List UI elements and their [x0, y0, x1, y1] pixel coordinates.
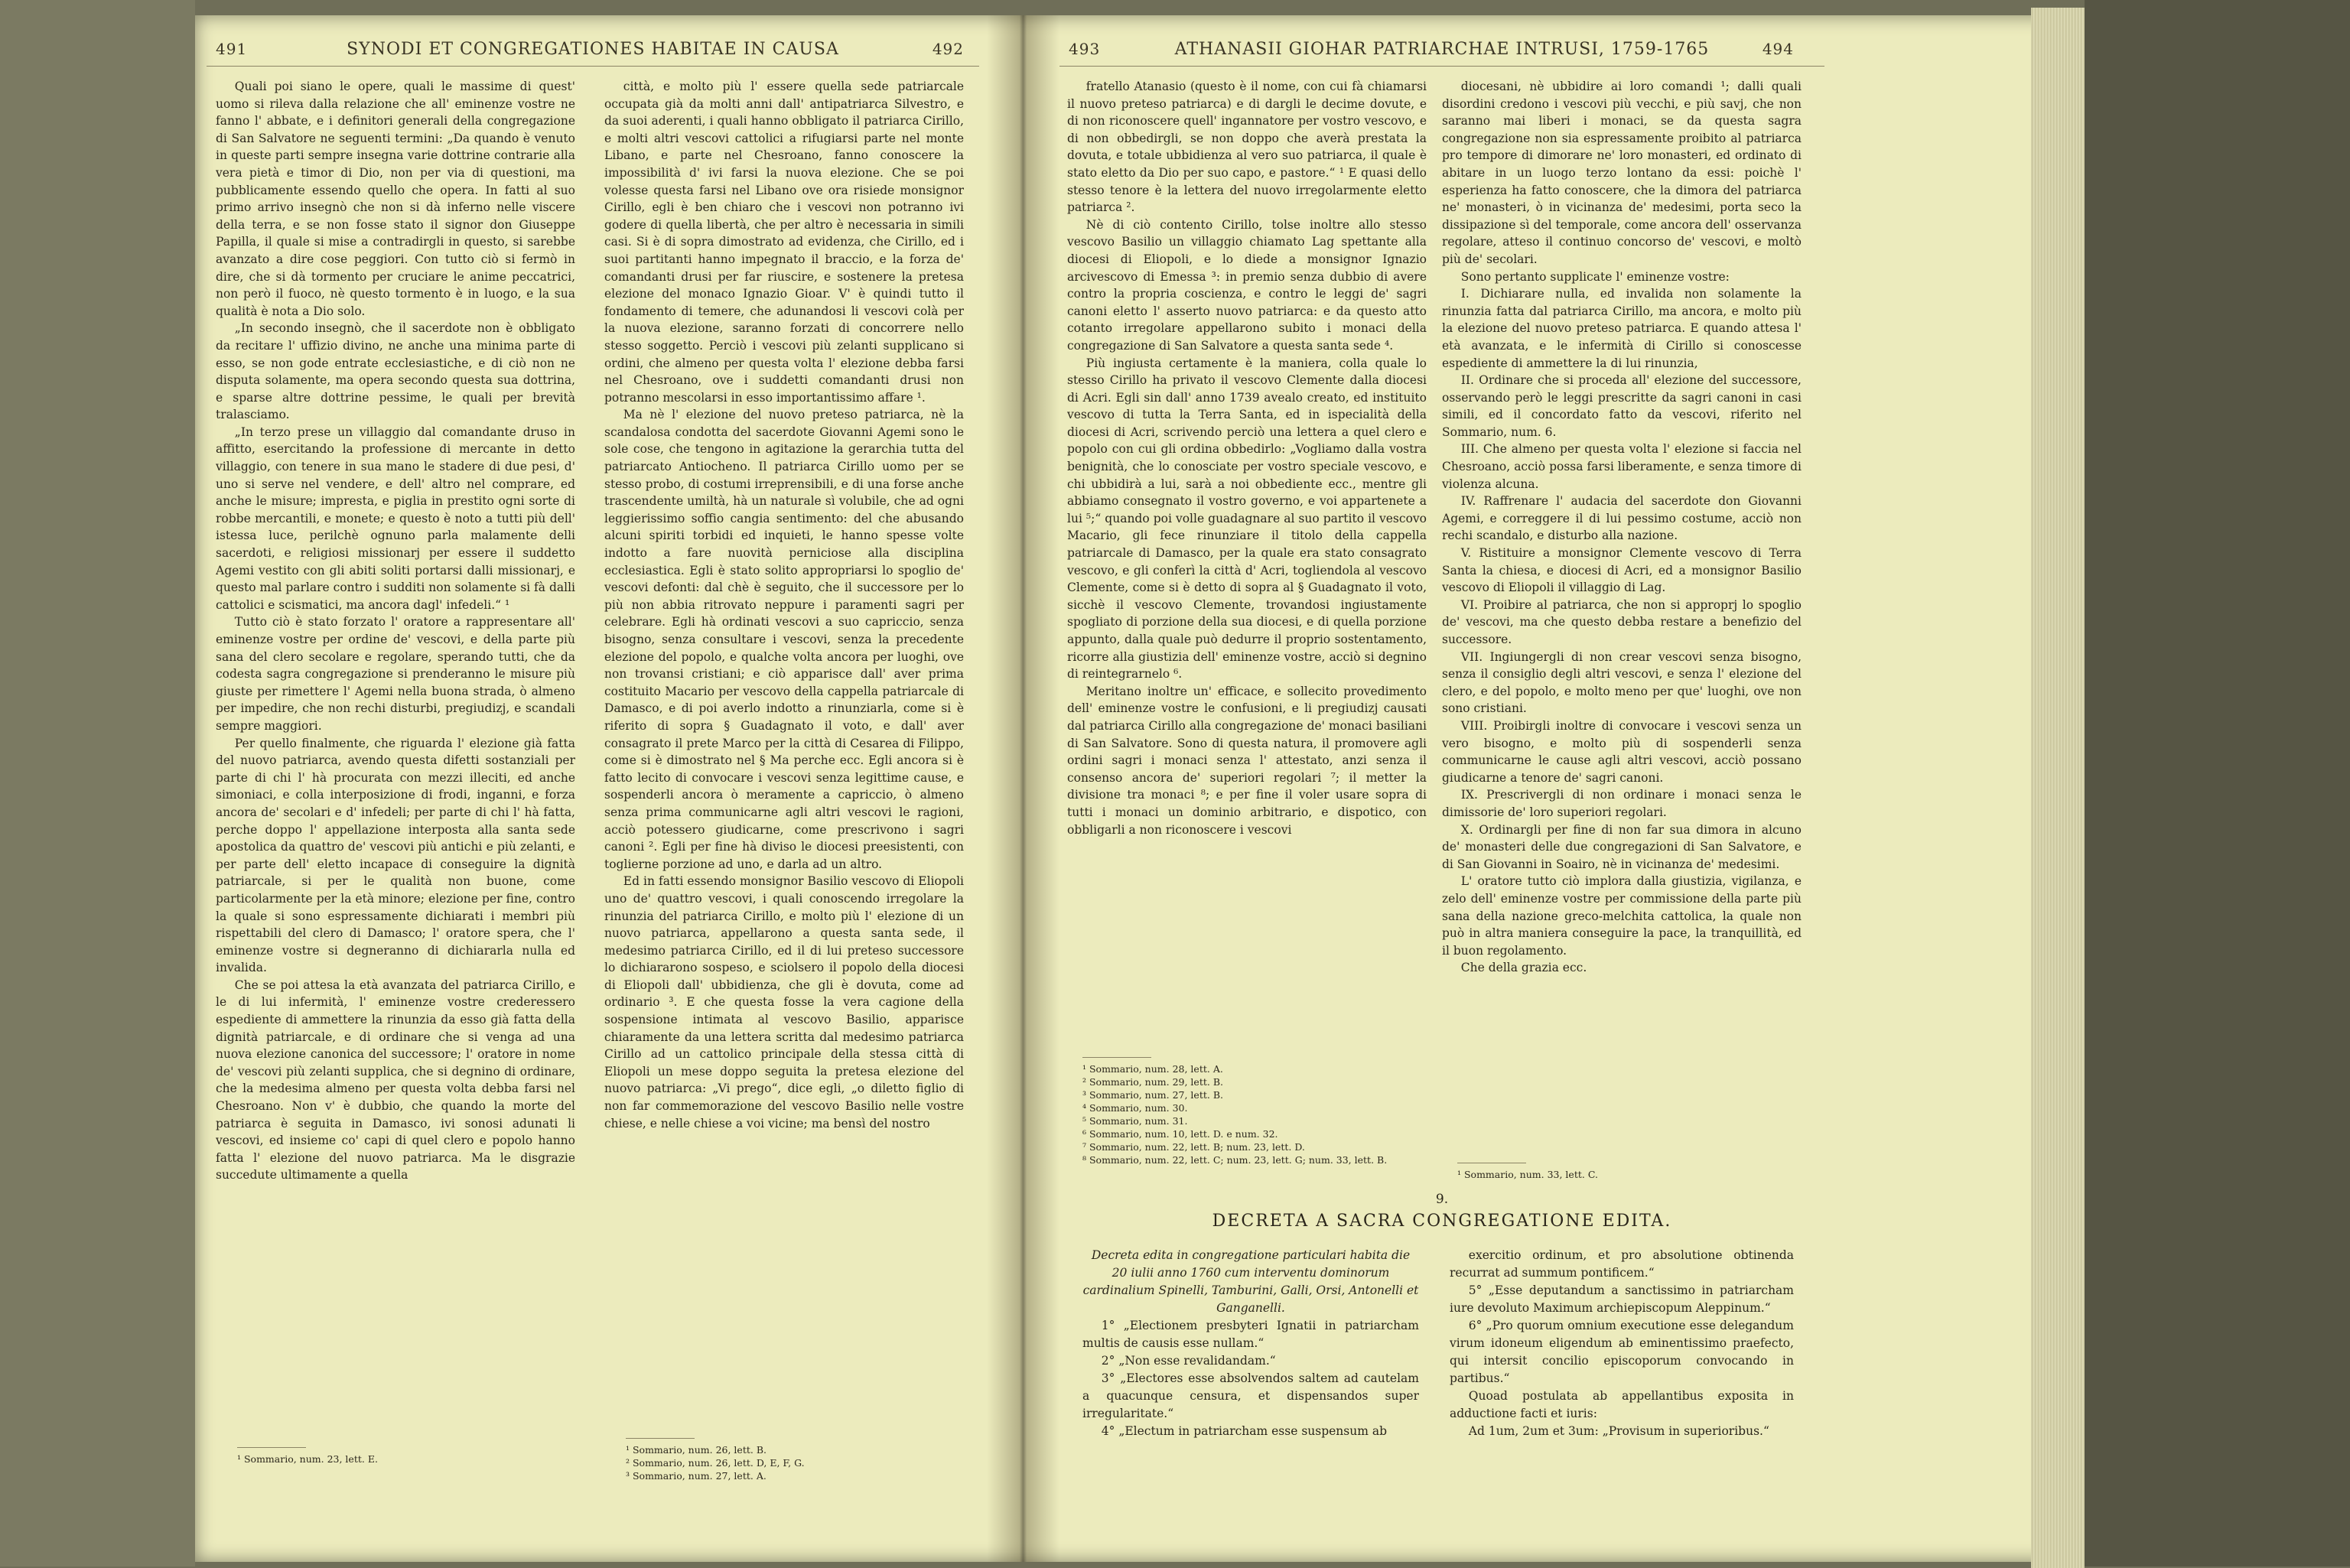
page-number: 493	[1069, 40, 1101, 58]
paragraph: Per quello finalmente, che riguarda l' elezione già fatta del nuovo patriarca, avendo questa difetti sostanziali per parte di chi l' hà procurata con mezzi illeciti, ed anche simoniaci, e colla interposizione di frodi, inganni, e forza ancora de' secolari e d' infedeli; per parte di chi l' hà fatta, perche doppo l' appellazione interposta alla santa sede apostolica da quattro de' vescovi più antichi e più zelanti, e per parte dell' eletto incapace di conseguire la dignità patriarcale, si per le qualità non buone, come particolarmente per la età minore; elezione per fine, contro la quale si sono espressamente dichiarati i membri più rispettabili del clero di Damasco; l' oratore spera, che l' eminenze vostre si degneranno di dichiararla nulla ed invalida.	[216, 736, 575, 975]
background-right	[2085, 0, 2350, 1566]
footnote: ¹ Sommario, num. 28, lett. A.	[1082, 1063, 1223, 1075]
footnote: ⁷ Sommario, num. 22, lett. B; num. 23, lett. D.	[1082, 1141, 1305, 1153]
paragraph: II. Ordinare che si proceda all' elezione del successore, osservando però le leggi prescritte da sagri canoni in casi simili, ed il concordato fatto da vescovi, riferito nel Sommario, num. 6.	[1442, 373, 1802, 439]
paragraph: V. Ristituire a monsignor Clemente vescovo di Terra Santa la chiesa, e diocesi di Acri, ed a monsignor Basilio vescovo di Eliopoli il villaggio di Lag.	[1442, 546, 1802, 595]
paragraph: città, e molto più l' essere quella sede patriarcale occupata già da molti anni dall' antipatriarca Silvestro, e da suoi aderenti, i quali hanno obbligato il patriarca Cirillo, e molti altri vescovi cattolici a rifugiarsi parte nel monte Libano, e parte nel Chesroano, fanno conoscere la impossibilità d' ivi farsi la nuova elezione. Che se poi volesse questa farsi nel Libano ove ora risiede monsignor Cirillo, egli è ben chiaro che i vescovi non potranno ivi godere di quella libertà, che per altro è necessaria in simili casi. Si è di sopra dimostrato ad evidenza, che Cirillo, ed i suoi partitanti hanno impegnato il braccio, e la forza de' comandanti drusi per far riuscire, e sostenere la pretesa elezione del monaco Ignazio Gioar. V' è quindi tutto il fondamento di temere, che adunandosi li vescovi colà per la nuova elezione, saranno forzati di concorrere nello stesso soggetto. Perciò i vescovi più zelanti supplicano si ordini, che almeno per questa volta l' elezione debba farsi nel Chesroano, ove i suddetti comandanti drusi non potranno mescolarsi in esso importantissimo affare ¹.	[604, 80, 964, 405]
paragraph: Ed in fatti essendo monsignor Basilio vescovo di Eliopoli uno de' quattro vescovi, i quali conoscendo irregolare la rinunzia del patriarca Cirillo, e molto più l' elezione di un nuovo patriarca, appellarono a questa santa sede, il medesimo patriarca Cirillo, ed il di lui preteso successore lo dichiararono sospeso, e sciolsero il popolo della diocesi di Eliopoli dall' ubbidienza, che gli è dovuta, come ad ordinario ³. E che questa fosse la vera cagione della sospensione intimata al vescovo Basilio, apparisce chiaramente da una lettera scritta dal medesimo patriarca Cirillo ad un cattolico principale della stessa città di Eliopoli un mese doppo seguita la pretesa elezione del nuovo patriarca: „Vi prego“, dice egli, „o diletto figlio di non far commemorazione del vescovo Basilio nelle vostre chiese, e nelle chiese a voi vicine; ma bensì del nostro	[604, 874, 964, 1130]
footnotes-column-2	[1457, 1163, 1779, 1181]
paragraph: Più ingiusta certamente è la maniera, colla quale lo stesso Cirillo ha privato il vescovo Clemente dalla diocesi di Acri. Egli sin dall' anno 1739 avealo creato, ed instituito vescovo di tutta la Terra Santa, ed in ispecialità della diocesi di Acri, scrivendo perciò una lettera a quel clero e popolo con cui gli ordina obbedirlo: „Vogliamo dalla vostra benignità, che lo conosciate per vostro speciale vescovo, e chi ubbidirà a lui, sarà a noi obbediente ecc., mentre gli abbiamo consegnato il vostro governo, e voi appartenete a lui ⁵;“ quando poi volle guadagnare al suo partito il vescovo Macario, gli fece rinunziare il titolo della cappella patriarcale di Damasco, per la quale era stato consagrato vescovo, e gli conferì la città d' Acri, togliendola al vescovo Clemente, come si è detto di sopra al § Guadagnato il voto, sicchè il vescovo Clemente, trovandosi ingiustamente spogliato di porzione della sua diocesi, e di quella porzione appunto, dalla quale può dedurre il proprio sostentamento, ricorre alla giustizia dell' eminenze vostre, acciò si degnino di reintegrarnelo ⁶.	[1067, 356, 1427, 682]
left-page-header	[207, 40, 979, 67]
decree-item: 6° „Pro quorum omnium executione esse delegandum virum idoneum eligendum ab eminentissimo praefecto, qui intersit concilio episcoporum convocando in partibus.“	[1450, 1319, 1794, 1385]
footnote: ¹ Sommario, num. 23, lett. E.	[237, 1453, 378, 1465]
paragraph: Quali poi siano le opere, quali le massime di quest' uomo si rileva dalla relazione che all' eminenze vostre ne fanno l' abbate, e i definitori generali della congregazione di San Salvatore ne seguenti termini: „Da quando è venuto in queste parti sempre insegna varie dottrine contrarie alla vera pietà e timor di Dio, non per via di questioni, ma pubblicamente essendo quello che opera. In fatti al suo primo arrivo insegnò che non si dà inferno nelle viscere della terra, e se non fosse stato il signor don Giuseppe Papilla, il quale si mise a contradirgli in questo, si sarebbe avanzato a dire cose peggiori. Con tutto ciò si fermò in dire, che si dà tormento per cruciare le anime peccatrici, non però il fuoco, nè questo tormento è in luogo, e la sua qualità è nota a Dio solo.	[216, 80, 575, 318]
footnote: ³ Sommario, num. 27, lett. A.	[626, 1470, 767, 1482]
footnote: ² Sommario, num. 29, lett. B.	[1082, 1076, 1223, 1088]
decree-item: Quoad postulata ab appellantibus exposita in adductione facti et iuris:	[1450, 1389, 1794, 1420]
right-page	[1059, 15, 1824, 1545]
decree-item: Ad 1um, 2um et 3um: „Provisum in superioribus.“	[1468, 1424, 1769, 1438]
paragraph: I. Dichiarare nulla, ed invalida non solamente la rinunzia fatta dal patriarca Cirillo, ma ancora, e molto più la elezione del nuovo preteso patriarca. E quando attesa l' età avanzata, e le infermità di Cirillo si conoscesse espediente di ammettere la di lui rinunzia,	[1442, 287, 1802, 370]
header-rule	[1059, 66, 1824, 67]
footnotes-column-1	[1082, 1057, 1419, 1166]
footnotes-column-1	[237, 1447, 558, 1466]
decree-item: 4° „Electum in patriarcham esse suspensum ab	[1101, 1424, 1388, 1438]
footnote: ⁴ Sommario, num. 30.	[1082, 1102, 1188, 1114]
footnote: ³ Sommario, num. 27, lett. B.	[1082, 1089, 1223, 1101]
footnote: ⁸ Sommario, num. 22, lett. C; num. 23, lett. G; num. 33, lett. B.	[1082, 1154, 1388, 1166]
running-title: ATHANASII GIOHAR PATRIARCHAE INTRUSI, 1759-1765	[1174, 40, 1710, 59]
page-number: 491	[216, 40, 248, 58]
footnotes-column-2	[626, 1438, 947, 1482]
right-page-header	[1059, 40, 1824, 67]
decree-item: 1° „Electionem presbyteri Ignatii in patriarcham multis de causis esse nullam.“	[1082, 1319, 1419, 1350]
paragraph: VII. Ingiungergli di non crear vescovi senza bisogno, senza il consiglio degli altri vescovi, e senza l' elezione del clero, e del popolo, e molto meno per que' luoghi, ove non sono cristiani.	[1442, 649, 1802, 716]
footnote: ⁵ Sommario, num. 31.	[1082, 1115, 1188, 1127]
header-rule	[207, 66, 979, 67]
text-column-2	[604, 78, 964, 1432]
latin-column-2	[1450, 1247, 1794, 1499]
decree-item: 3° „Electores esse absolvendos saltem ad cautelam a quacunque censura, et dispensandos super irregularitate.“	[1082, 1371, 1419, 1420]
paragraph: „In terzo prese un villaggio dal comandante druso in affitto, esercitando la professione di mercante in detto villaggio, con tenere in sua mano le stadere di due pesi, d' uno si serve nel vendere, e dell' altro nel comprare, ed anche le misure; impresta, e piglia in prestito ogni sorte di robbe mercantili, e monete; e questo è noto a tutti più dell' istessa luce, perilchè ognuno parla malamente delli sacerdoti, e religiosi missionarj per essere il suddetto Agemi vestito con gli abiti soliti portarsi dalli missionarj, e questo mal parlare contro i sudditi non solamente si fà dalli cattolici e scismatici, ma ancora dagl' infedeli.“ ¹	[216, 425, 575, 612]
paragraph: VIII. Proibirgli inoltre di convocare i vescovi senza un vero bisogno, e molto più di sospenderli senza communicarne le cause agli altri vescovi, acciò possano giudicarne a tenore de' sagri canoni.	[1442, 718, 1802, 785]
footnote: ¹ Sommario, num. 33, lett. C.	[1457, 1169, 1598, 1180]
decree-item: 5° „Esse deputandum a sanctissimo in patriarcham iure devoluto Maximum archiepiscopum Aleppinum.“	[1450, 1283, 1794, 1315]
paragraph: Tutto ciò è stato forzato l' oratore a rappresentare all' eminenze vostre per ordine de' vescovi, e della parte più sana del clero secolare e regolare, sperando tutti, che da codesta sagra congregazione si prenderanno le misure più giuste per rimettere l' Agemi nella buona strada, ò almeno per impedire, che non rechi disturbi, pregiudizj, e scandali sempre maggiori.	[216, 615, 575, 733]
paragraph: fratello Atanasio (questo è il nome, con cui fà chiamarsi il nuovo preteso patriarca) e di dargli le decime dovute, e di non riconoscere quell' ingannatore per vostro vescovo, e di non obbedirgli, se non doppo che averà prestata la dovuta, e totale ubbidienza al vero suo patriarca, il quale è stato eletto da Dio per suo capo, e pastore.“ ¹ E quasi dello stesso tenore è la lettera del nuovo irregolarmente eletto patriarca ².	[1067, 80, 1427, 215]
footnote: ² Sommario, num. 26, lett. D, E, F, G.	[626, 1457, 805, 1469]
text-column-1	[216, 78, 575, 1432]
paragraph: Ma nè l' elezione del nuovo preteso patriarca, nè la scandalosa condotta del sacerdote Giovanni Agemi sono le sole cose, che tengono in agitazione la gerarchia tutta del patriarcato Antiocheno. Il patriarca Cirillo uomo per se stesso probo, di costumi irreprensibili, e di una forse anche trascendente umiltà, hà un naturale sì volubile, che ad ogni leggierissimo soffio cangia sentimento: del che abusando alcuni spiriti torbidi ed inquieti, le hanno spesse volte indotto a fare nuovità perniciose alla disciplina ecclesiastica. Egli è stato solito appropriarsi lo spoglio de' vescovi defonti: dal chè è seguito, che il successore per lo più non abbia ritrovato neppure i paramenti sagri per celebrare. Egli hà ordinati vescovi a suo capriccio, senza bisogno, senza consultare i vescovi, senza la precedente elezione del popolo, e qualche volta ancora per luoghi, ove non trovansi cristiani; e ciò apparisce dall' aver prima costituito Macario per vescovo della cappella patriarcale di Damasco, e di poi averlo indotto a rinunziarla, come si è riferito di sopra § Guadagnato il voto, e dall' aver consagrato il prete Marco per la città di Cesarea di Filippo, come si è dimostrato nel § Ma perche ecc. Egli ancora si è fatto lecito di convocare i vescovi senza legittime cause, e sospenderli ancora ò meramente a capriccio, ò almeno senza prima communicarne agli altri vescovi le ragioni, acciò potessero giudicarne, come prescrivono i sagri canoni ². Egli per fine hà diviso le diocesi preesistenti, con toglierne porzione ad uno, e darla ad un altro.	[604, 408, 964, 871]
section-title: DECRETA A SACRA CONGREGATIONE EDITA.	[1212, 1212, 1672, 1231]
paragraph: III. Che almeno per questa volta l' elezione si faccia nel Chesroano, acciò possa farsi liberamente, e senza timore di violenza alcuna.	[1442, 442, 1802, 491]
page-number: 492	[932, 40, 964, 58]
paragraph: X. Ordinargli per fine di non far sua dimora in alcuno de' monasteri delle due congregazioni di San Salvatore, e di San Giovanni in Soairo, nè in vicinanza de' medesimi.	[1442, 822, 1802, 871]
text-column-1	[1067, 78, 1427, 1049]
footnote: ¹ Sommario, num. 26, lett. B.	[626, 1444, 767, 1456]
paragraph: IV. Raffrenare l' audacia del sacerdote don Giovanni Agemi, e correggere il di lui pessimo costume, acciò non rechi scandalo, e disturbo alla nazione.	[1442, 494, 1802, 543]
footnote: ⁶ Sommario, num. 10, lett. D. e num. 32.	[1082, 1128, 1278, 1140]
paragraph: Che se poi attesa la età avanzata del patriarca Cirillo, e le di lui infermità, l' eminenze vostre crederessero espediente di ammettere la rinunzia da esso già fatta della dignità patriarcale, e di ordinare che si venga ad una nuova elezione canonica del successore; l' oratore in nome de' vescovi più zelanti supplica, che si degnino di ordinare, che la medesima almeno per questa volta debba farsi nel Chesroano. Non v' è dubbio, che quando la morte del patriarca è seguita in Damasco, ivi sonosi adunati li vescovi, ed insieme co' capi di quel clero e popolo hanno fatta l' elezione del nuovo patriarca. Ma le disgrazie succedute ultimamente a quella	[216, 978, 575, 1183]
book-gutter	[987, 15, 1059, 1562]
section-number: 9.	[1435, 1192, 1449, 1207]
page-number: 494	[1762, 40, 1794, 58]
paragraph: VI. Proibire al patriarca, che non si approprj lo spoglio de' vescovi, ma che questo debba restare a benefizio del successore.	[1442, 597, 1802, 646]
paragraph: IX. Prescrivergli di non ordinare i monaci senza le dimissorie de' loro superiori regolari.	[1442, 788, 1802, 819]
left-page	[207, 15, 979, 1545]
paragraph: Che della grazia ecc.	[1460, 961, 1587, 975]
decree-intro: Decreta edita in congregatione particulari habita die 20 iulii anno 1760 cum interventu dominorum cardinalium Spinelli, Tamburini, Galli, Orsi, Antonelli et Ganganelli.	[1082, 1248, 1419, 1315]
paragraph: diocesani, nè ubbidire ai loro comandi ¹; dalli quali disordini credono i vescovi più vecchi, e più savj, che non saranno mai liberi i monaci, se da questa sagra congregazione non sia espressamente proibito al patriarca pro tempore di dimorare ne' loro monasteri, ed ordinato di abitare in un luogo terzo lontano da essi: poichè l' esperienza ha fatto conoscere, che la dimora del patriarca ne' monasteri, ò in vicinanza de' medesimi, porta seco la dissipazione sì del temporale, come ancora dell' osservanza regolare, atteso il continuo concorso de' vescovi, e moltò più de' secolari.	[1442, 80, 1802, 266]
paragraph: L' oratore tutto ciò implora dalla giustizia, vigilanza, e zelo dell' eminenze vostre per commissione della parte più sana della nazione greco-melchita cattolica, la quale non può in altra maniera conseguire la pace, la tranquillità, ed il buon regolamento.	[1442, 874, 1802, 958]
paragraph: Meritano inoltre un' efficace, e sollecito provedimento dell' eminenze vostre le confusioni, e li pregiudizj causati dal patriarca Cirillo alla congregazione de' monaci basiliani di San Salvatore. Sono di questa natura, il promovere agli ordini sagri i monaci senza l' attestato, anzi senza il consenso ancora de' superiori regolari ⁷; il metter la divisione tra monaci ⁸; e per fine il voler usare sopra di tutti i monaci un dominio arbitrario, e dispotico, con obbligarli a non riconoscere i vescovi	[1067, 684, 1427, 837]
paragraph: „In secondo insegnò, che il sacerdote non è obbligato da recitare l' uffizio divino, ne anche una minima parte di esso, se non gode entrate ecclesiastiche, e di ciò non ne disputa solamente, ma opera secondo questa sua dottrina, e sparse altre dottrine pessime, le quali per brevità tralasciamo.	[216, 321, 575, 422]
background-left	[0, 0, 195, 1566]
latin-column-1	[1082, 1247, 1419, 1499]
paragraph: Nè di ciò contento Cirillo, tolse inoltre allo stesso vescovo Basilio un villaggio chiamato Lag spettante alla diocesi di Eliopoli, e lo diede a monsignor Ignazio arcivescovo di Emessa ³: in premio senza dubbio di avere contro la propria coscienza, e contro le leggi de' sagri canoni eletto l' asserto nuovo patriarca: e da questo atto cotanto irregolare appellarono subito i monaci della congregazione di San Salvatore a questa santa sede ⁴.	[1067, 217, 1427, 353]
running-title: SYNODI ET CONGREGATIONES HABITAE IN CAUSA	[347, 40, 839, 59]
decree-item: 2° „Non esse revalidandam.“	[1101, 1354, 1276, 1368]
page-edges	[2031, 8, 2085, 1568]
decree-item: exercitio ordinum, et pro absolutione obtinenda recurrat ad summum pontificem.“	[1450, 1248, 1794, 1280]
paragraph: Sono pertanto supplicate l' eminenze vostre:	[1460, 269, 1730, 284]
text-column-2	[1442, 78, 1802, 1149]
